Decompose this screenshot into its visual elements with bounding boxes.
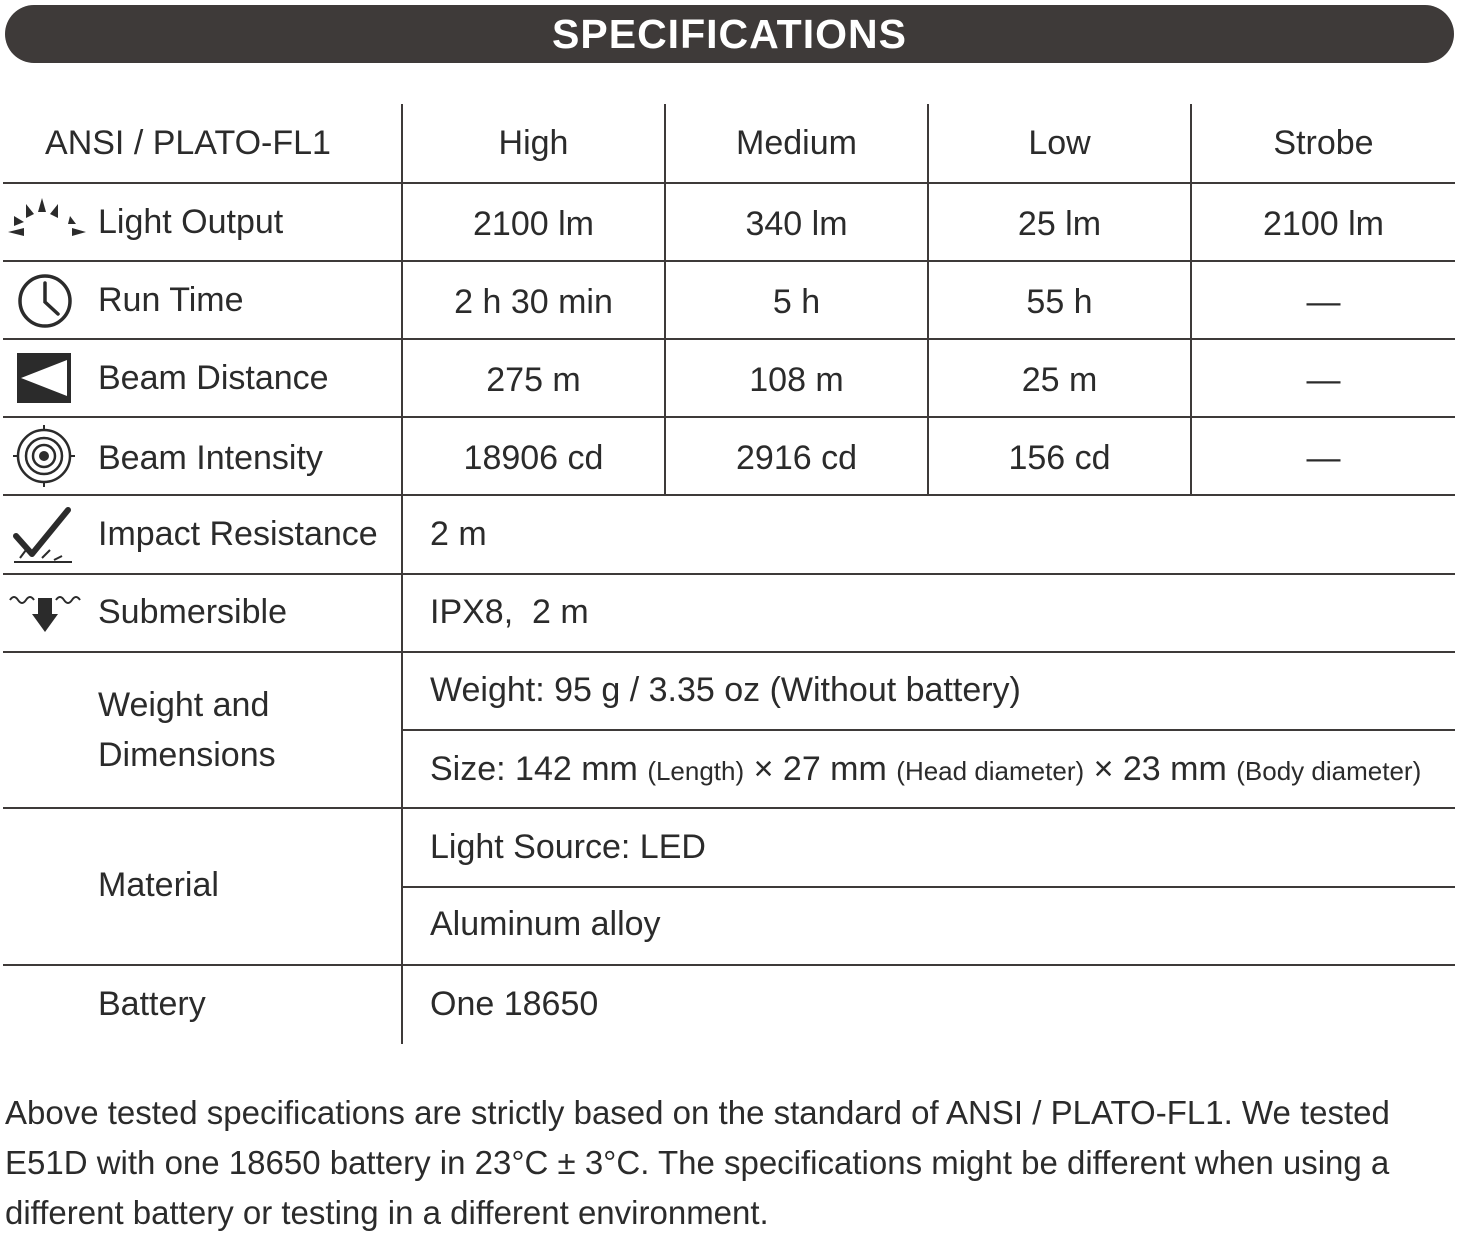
value: 2 m xyxy=(430,515,487,553)
value-cell xyxy=(929,186,1190,262)
value-cell xyxy=(403,186,664,262)
row-label: Beam Intensity xyxy=(98,439,323,477)
specifications-banner xyxy=(5,5,1454,63)
size-body-value: × 23 mm xyxy=(1084,750,1227,788)
standard-label: ANSI / PLATO-FL1 xyxy=(45,124,331,162)
value: 25 m xyxy=(1021,361,1098,399)
divider xyxy=(3,807,1455,809)
page-title: SPECIFICATIONS xyxy=(552,10,907,57)
row-label-light-output xyxy=(98,184,283,260)
row-label-beam-distance xyxy=(98,340,329,416)
value: 18906 cd xyxy=(463,439,604,477)
value-cell xyxy=(1192,186,1455,262)
value: 2100 lm xyxy=(473,205,594,243)
row-label: Material xyxy=(98,866,219,904)
submersible-icon xyxy=(8,590,82,634)
row-label: Submersible xyxy=(98,593,287,631)
value: 2100 lm xyxy=(1263,205,1384,243)
value-cell xyxy=(666,264,927,340)
footnote-line: Above tested specifications are strictly based on the standard of ANSI / PLATO-FL1. We tested xyxy=(5,1094,1390,1131)
value: Aluminum alloy xyxy=(430,905,661,943)
weight-value xyxy=(430,652,1021,728)
value-cell xyxy=(1192,342,1455,418)
value-cell xyxy=(430,574,589,650)
value: — xyxy=(1306,283,1341,321)
value-cell xyxy=(1192,264,1455,340)
value-cell xyxy=(430,496,487,572)
value-cell xyxy=(666,420,927,496)
material-value xyxy=(430,886,661,962)
light-output-icon xyxy=(4,194,88,244)
impact-icon xyxy=(10,506,76,566)
value-cell xyxy=(666,186,927,262)
size-body-note: (Body diameter) xyxy=(1236,756,1422,786)
value: — xyxy=(1306,361,1341,399)
battery-value xyxy=(430,966,598,1042)
value: 275 m xyxy=(486,361,581,399)
target-icon xyxy=(12,424,76,488)
mode-label: Low xyxy=(1028,124,1091,162)
value: 2916 cd xyxy=(736,439,857,477)
mode-header-high xyxy=(403,104,664,182)
mode-label: Medium xyxy=(736,124,857,162)
row-label-material xyxy=(98,846,219,924)
value: IPX8, 2 m xyxy=(430,593,589,631)
row-label: Light Output xyxy=(98,203,284,241)
value: 108 m xyxy=(749,361,844,399)
row-label-battery xyxy=(98,966,206,1042)
size-length-value: Size: 142 mm xyxy=(430,750,638,788)
value-cell xyxy=(929,342,1190,418)
beam-distance-icon xyxy=(16,352,72,404)
row-label-impact-resistance xyxy=(98,496,378,572)
row-label-beam-intensity xyxy=(98,420,323,496)
value: Weight: 95 g / 3.35 oz (Without battery) xyxy=(430,671,1021,709)
value: 340 lm xyxy=(745,205,848,243)
mode-header-strobe xyxy=(1192,104,1455,182)
footnote-line: different battery or testing in a different environment. xyxy=(5,1194,769,1231)
value: 5 h xyxy=(772,283,821,321)
value-cell xyxy=(1192,420,1455,496)
value-cell xyxy=(403,264,664,340)
size-head-value: × 27 mm xyxy=(744,750,887,788)
value-cell xyxy=(929,420,1190,496)
row-label-run-time xyxy=(98,262,244,338)
row-label: Beam Distance xyxy=(98,359,329,397)
value-cell xyxy=(666,342,927,418)
row-label-line: Weight and xyxy=(98,686,270,724)
row-label: Battery xyxy=(98,985,206,1023)
value: 2 h 30 min xyxy=(454,283,613,321)
value-cell xyxy=(403,342,664,418)
value-cell xyxy=(403,420,664,496)
value: Light Source: LED xyxy=(430,828,706,866)
row-label: Impact Resistance xyxy=(98,515,378,553)
row-label-line: Dimensions xyxy=(98,736,276,774)
value: 25 lm xyxy=(1017,205,1102,243)
size-head-note: (Head diameter) xyxy=(896,756,1085,786)
row-label-submersible xyxy=(98,574,287,650)
clock-icon xyxy=(16,272,74,330)
value-cell xyxy=(929,264,1190,340)
value: 55 h xyxy=(1026,283,1093,321)
mode-label: High xyxy=(498,124,569,162)
divider xyxy=(3,964,1455,966)
size-length-note: (Length) xyxy=(647,756,745,786)
value: — xyxy=(1306,439,1341,477)
value: One 18650 xyxy=(430,985,599,1023)
row-label: Run Time xyxy=(98,281,244,319)
footnote xyxy=(5,1088,1466,1238)
mode-label: Strobe xyxy=(1273,124,1374,162)
light-source-value xyxy=(430,809,706,885)
row-label-weight-dimensions xyxy=(98,680,276,780)
size-value xyxy=(430,730,1421,806)
mode-header-medium xyxy=(666,104,927,182)
value: 156 cd xyxy=(1008,439,1111,477)
standard-header xyxy=(3,104,373,182)
mode-header-low xyxy=(929,104,1190,182)
footnote-line: E51D with one 18650 battery in 23°C ± 3°C. The specifications might be different when using a xyxy=(5,1144,1390,1181)
